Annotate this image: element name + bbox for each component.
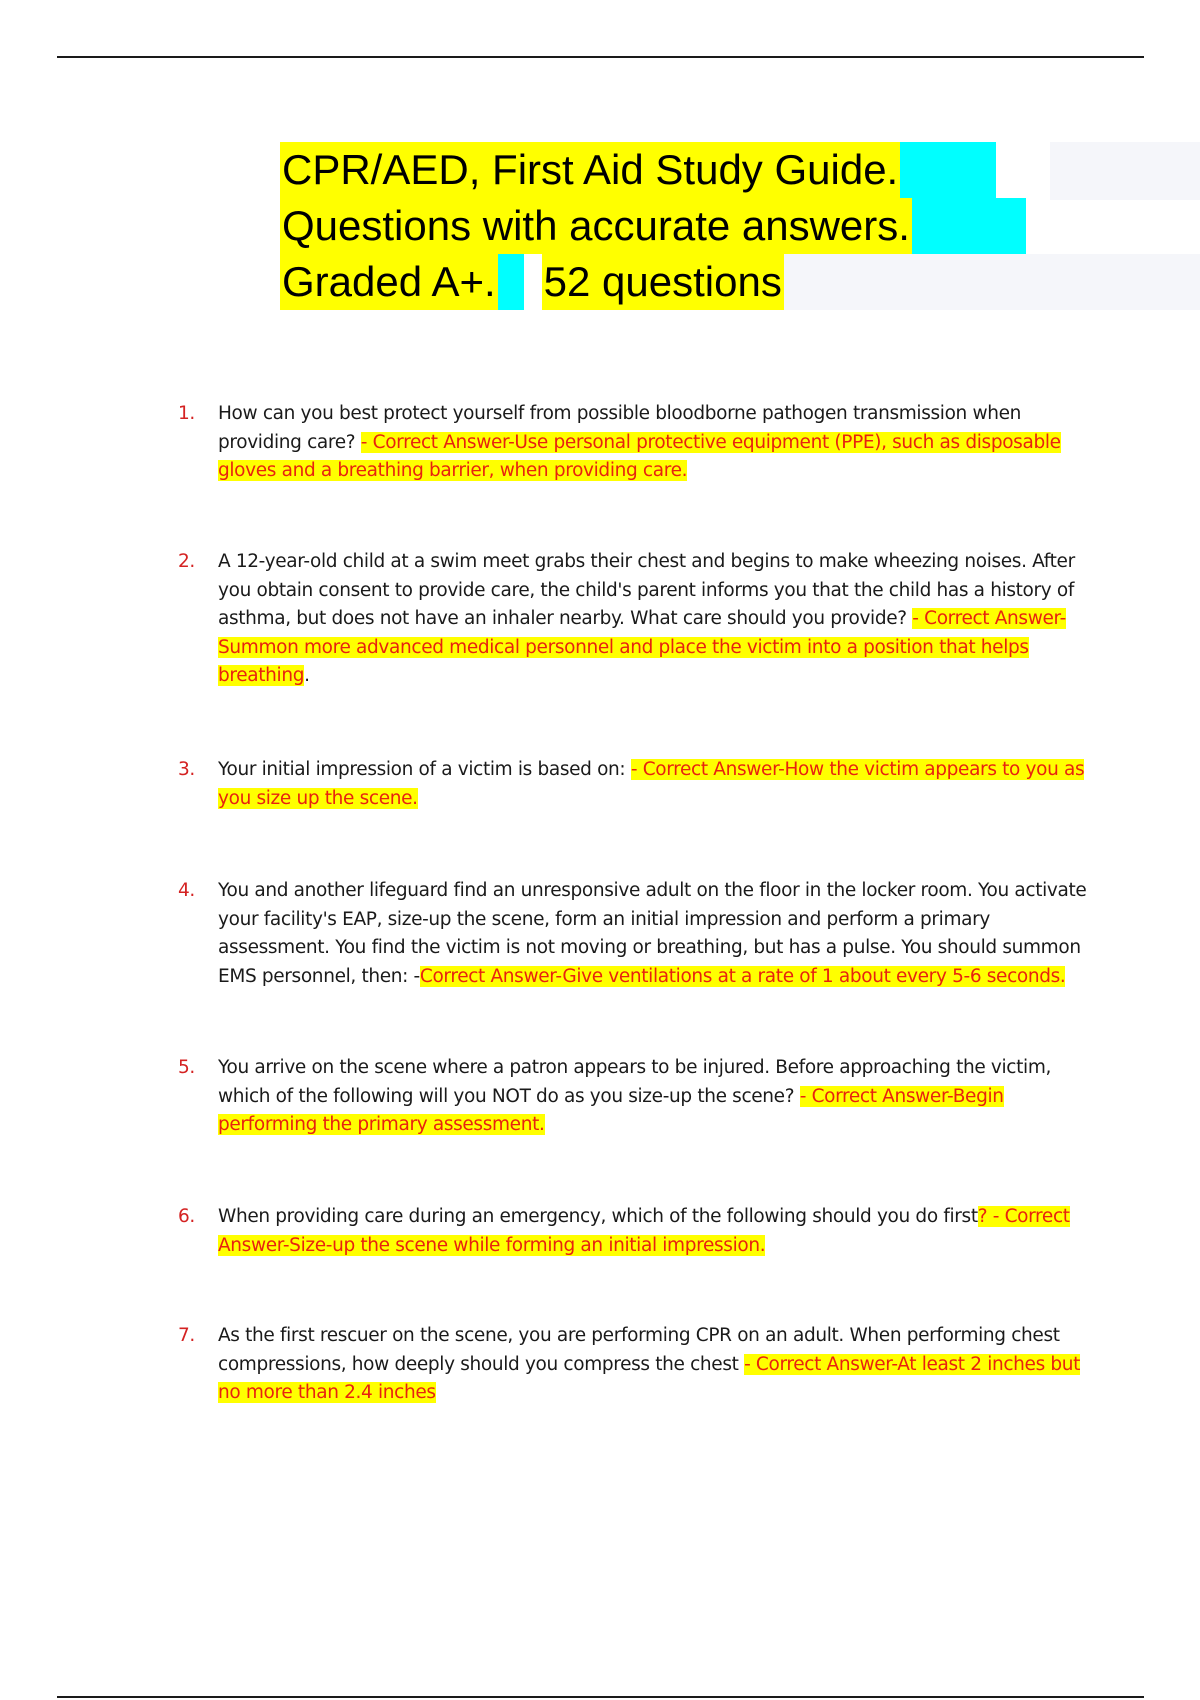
question-prompt: You arrive on the scene where a patron appears to be injured. Before approaching the victim, which of the following will you NOT do as you size-up the scene? [218,1057,1052,1107]
title-background [784,254,1200,310]
question-text [218,1322,1098,1408]
title-highlight-fill [912,198,1026,254]
correct-answer: - Correct Answer-At least 2 inches but no more than 2.4 inches [218,1353,1081,1403]
title-text-3b: 52 questions [542,254,784,310]
question-number: 5. [178,1057,195,1078]
question-number: 4. [178,880,195,901]
question-item-4 [178,877,1098,991]
question-text [218,548,1098,691]
correct-answer: - Correct Answer-How the victim appears to you as you size up the scene. [218,759,1085,809]
question-prompt: A 12-year-old child at a swim meet grabs their chest and begins to make wheezing noises. After you obtain consent to provide care, the child's parent informs you that the child has a history of asthma, but does not have an inhaler nearby. What care should you provide? [218,551,1075,629]
question-item-5 [178,1054,1098,1140]
correct-answer: - Correct Answer-Use personal protective equipment (PPE), such as disposable gloves and a breathing barrier, when providing care. [218,431,1061,481]
title-highlight-fill [498,254,524,310]
title-text-2: Questions with accurate answers. [280,198,912,254]
question-text [218,1054,1098,1140]
question-prompt: Your initial impression of a victim is based on: [218,759,626,780]
correct-answer: Correct Answer-Give ventilations at a rate of 1 about every 5-6 seconds. [419,965,1066,987]
question-text [218,756,1098,813]
question-suffix: . [304,665,310,686]
question-text [218,1203,1098,1260]
question-prompt: As the first rescuer on the scene, you are performing CPR on an adult. When performing chest compressions, how deeply should you compress the chest [218,1325,1060,1375]
title-line-2 [280,198,1200,254]
title-highlight-fill [900,142,996,198]
question-prompt: When providing care during an emergency, which of the following should you do first [218,1206,978,1227]
footer-rule [57,1696,1144,1698]
question-number: 3. [178,759,195,780]
correct-answer: - Correct Answer-Summon more advanced medical personnel and place the victim into a position that helps breathing [218,608,1066,686]
question-text [218,400,1098,486]
title-line-3 [280,254,1200,310]
header-rule [57,56,1144,58]
correct-answer: - Correct Answer-Begin performing the primary assessment. [218,1085,1004,1135]
title-text-3a: Graded A+. [280,254,498,310]
question-number: 1. [178,403,195,424]
question-number: 2. [178,551,195,572]
title-background [1050,142,1200,200]
question-item-2 [178,548,1098,691]
question-number: 7. [178,1325,195,1346]
question-number: 6. [178,1206,195,1227]
question-prompt: You and another lifeguard find an unresponsive adult on the floor in the locker room. You activate your facility's EAP, size-up the scene, form an initial impression and perform a primary assessment. You find the victim is not moving or breathing, but has a pulse. You should summon EMS personnel, then: - [218,880,1087,987]
title-text-1: CPR/AED, First Aid Study Guide. [280,142,900,198]
question-item-3 [178,756,1098,813]
document-title [280,142,1200,310]
question-item-1 [178,400,1098,486]
question-item-7 [178,1322,1098,1408]
question-text [218,877,1098,991]
question-item-6 [178,1203,1098,1260]
correct-answer: ? - Correct Answer-Size-up the scene while forming an initial impression. [218,1206,1070,1256]
question-prompt: How can you best protect yourself from possible bloodborne pathogen transmission when providing care? [218,403,1022,453]
